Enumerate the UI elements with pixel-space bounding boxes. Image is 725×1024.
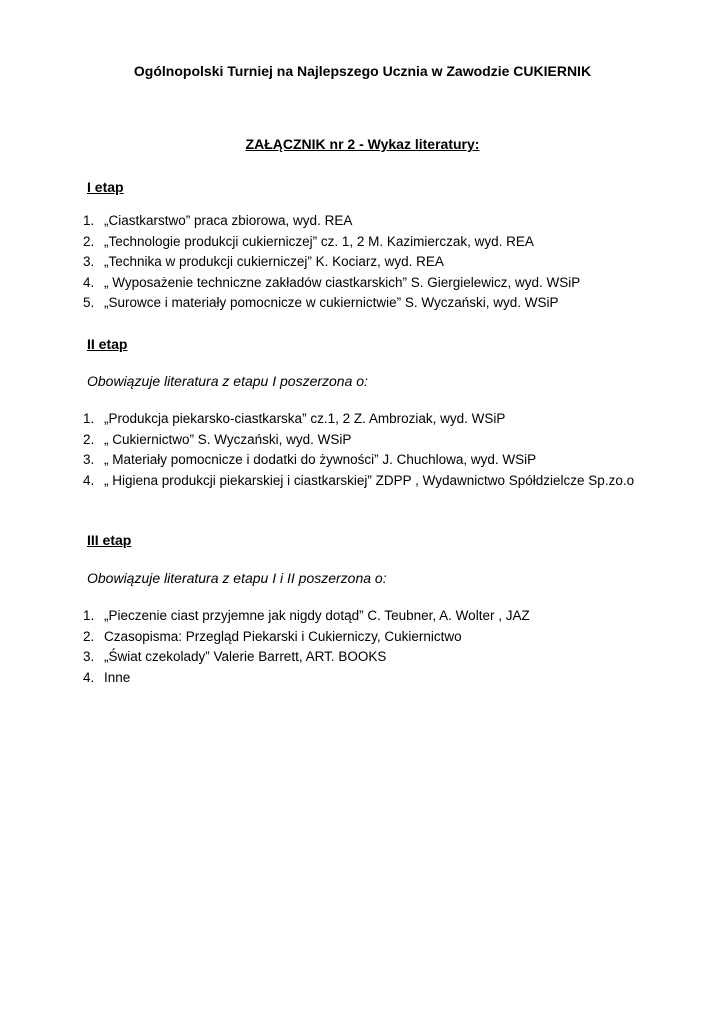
list-item <box>83 450 683 471</box>
item-number: 2. <box>83 628 95 644</box>
list-item <box>83 430 683 451</box>
item-text: „Ciastkarstwo” praca zbiorowa, wyd. REA <box>104 213 353 228</box>
item-text: „Produkcja piekarsko-ciastkarska” cz.1, 2 Z. Ambroziak, wyd. WSiP <box>104 411 506 426</box>
list-item <box>83 232 683 253</box>
list-item <box>83 409 683 430</box>
item-text: „Technika w produkcji cukierniczej” K. Kociarz, wyd. REA <box>104 254 444 269</box>
stage-2-intro: Obowiązuje literatura z etapu I poszerzona o: <box>87 373 368 389</box>
list-item <box>83 211 683 232</box>
item-number: 3. <box>83 254 95 269</box>
item-text: „Pieczenie ciast przyjemne jak nigdy dotąd” C. Teubner, A. Wolter , JAZ <box>104 608 530 623</box>
item-text: „Świat czekolady” Valerie Barrett, ART. BOOKS <box>104 649 387 664</box>
list-item <box>83 627 683 648</box>
list-item <box>83 668 683 689</box>
stage-1-literature-list <box>83 211 683 314</box>
item-text: „ Higiena produkcji piekarskiej i ciastkarskiej” ZDPP , Wydawnictwo Spółdzielcze Sp.zo.o <box>104 472 635 488</box>
list-item <box>83 273 683 294</box>
list-item <box>83 252 683 273</box>
item-number: 1. <box>83 608 95 623</box>
stage-3-literature-list <box>83 606 683 688</box>
document-title: Ogólnopolski Turniej na Najlepszego Ucznia w Zawodzie CUKIERNIK <box>133 63 592 79</box>
item-number: 2. <box>83 233 95 249</box>
item-text: „ Cukiernictwo” S. Wyczański, wyd. WSiP <box>104 431 352 447</box>
item-number: 4. <box>83 274 95 290</box>
stage-3-intro: Obowiązuje literatura z etapu I i II poszerzona o: <box>87 570 387 586</box>
item-number: 1. <box>83 213 95 228</box>
list-item <box>83 471 683 492</box>
item-text: „ Materiały pomocnicze i dodatki do żywności” J. Chuchlowa, wyd. WSiP <box>104 452 537 467</box>
item-number: 3. <box>83 649 95 664</box>
stage-2-literature-list <box>83 409 683 491</box>
item-number: 4. <box>83 669 95 685</box>
item-number: 4. <box>83 472 95 488</box>
list-item <box>83 606 683 627</box>
item-number: 2. <box>83 431 95 447</box>
item-number: 1. <box>83 411 95 426</box>
item-text: Inne <box>104 669 131 685</box>
item-text: „Technologie produkcji cukierniczej” cz. 1, 2 M. Kazimierczak, wyd. REA <box>104 233 534 249</box>
stage-heading-1: I etap <box>87 179 124 195</box>
item-number: 3. <box>83 452 95 467</box>
item-text: „Surowce i materiały pomocnicze w cukiernictwie” S. Wyczański, wyd. WSiP <box>104 295 559 310</box>
item-text: Czasopisma: Przegląd Piekarski i Cukierniczy, Cukiernictwo <box>104 628 462 644</box>
stage-heading-2: II etap <box>87 336 128 352</box>
item-number: 5. <box>83 295 95 310</box>
list-item <box>83 293 683 314</box>
stage-heading-3: III etap <box>87 532 132 548</box>
annex-title: ZAŁĄCZNIK nr 2 - Wykaz literatury: <box>245 136 480 152</box>
list-item <box>83 647 683 668</box>
item-text: „ Wyposażenie techniczne zakładów ciastkarskich” S. Giergielewicz, wyd. WSiP <box>104 274 581 290</box>
